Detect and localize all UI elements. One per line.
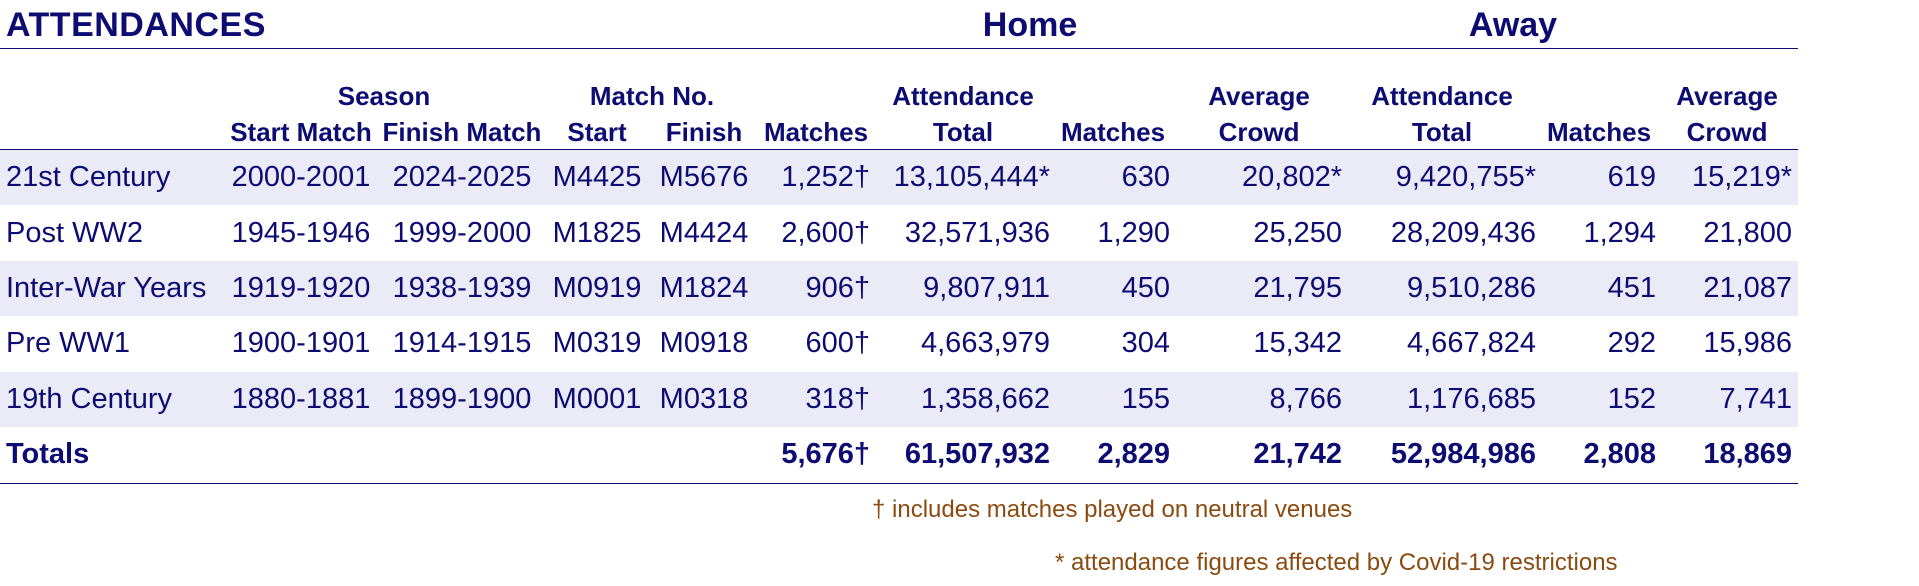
away-matches: 292	[1607, 327, 1657, 360]
away-matches: 451	[1542, 261, 1662, 316]
era-label: 21st Century	[0, 150, 226, 206]
table-row	[0, 316, 1798, 371]
header-away-total: Total	[1348, 113, 1542, 150]
total-attendance: 61,507,932	[876, 427, 1056, 484]
start-season: 1945-1946	[231, 216, 371, 249]
blank-cell	[382, 427, 548, 484]
finish-season: 1999-2000	[392, 216, 532, 249]
home-matches: 304	[1121, 327, 1171, 360]
home-matches: 630	[1056, 150, 1176, 206]
home-matches: 1,290	[1097, 216, 1171, 249]
header-away-matches: Matches	[1542, 113, 1662, 150]
match-finish: M0918	[659, 327, 749, 360]
finish-season: 2024-2025	[382, 150, 548, 206]
away-average: 7,741	[1662, 372, 1798, 427]
home-average: 8,766	[1176, 372, 1348, 427]
away-average: 15,219*	[1662, 150, 1798, 206]
table-row	[0, 372, 1798, 427]
neutral-venue-note: † includes matches played on neutral venues	[872, 496, 1353, 523]
blank-cell	[226, 427, 382, 484]
header-finish-match: Finish Match	[382, 113, 548, 150]
finish-season: 1914-1915	[392, 327, 532, 360]
title-divider	[0, 48, 1798, 49]
page-title: ATTENDANCES	[6, 6, 266, 44]
attendance-table	[0, 79, 1798, 484]
matches: 2,600†	[781, 216, 871, 249]
away-group-heading: Away	[1468, 6, 1558, 44]
start-season: 1900-1901	[231, 327, 371, 360]
header-row-2	[0, 113, 1798, 150]
match-finish: M1824	[652, 261, 762, 316]
total-home-matches: 2,829	[1056, 427, 1176, 484]
header-average: Average	[1208, 81, 1310, 111]
header-finish: Finish	[652, 113, 762, 150]
home-matches: 450	[1056, 261, 1176, 316]
away-average: 21,800	[1703, 216, 1793, 249]
header-blank	[762, 79, 876, 113]
away-attendance-total: 9,510,286	[1348, 261, 1542, 316]
attendance-total: 13,105,444*	[876, 150, 1056, 206]
header-crowd: Crowd	[1176, 113, 1348, 150]
total-away-average: 18,869	[1662, 427, 1798, 484]
header-away-crowd: Crowd	[1662, 113, 1798, 150]
away-attendance-total: 28,209,436	[1390, 216, 1537, 249]
home-matches: 155	[1056, 372, 1176, 427]
header-away-attendance: Attendance	[1371, 81, 1513, 111]
era-label: Pre WW1	[6, 327, 131, 360]
header-start: Start	[548, 113, 652, 150]
total-home-average: 21,742	[1176, 427, 1348, 484]
covid-note: * attendance figures affected by Covid-19 restrictions	[1055, 549, 1618, 576]
home-average: 25,250	[1253, 216, 1343, 249]
header-blank	[1056, 79, 1176, 113]
header-blank	[0, 113, 226, 150]
table-row	[0, 261, 1798, 316]
away-attendance-total: 1,176,685	[1348, 372, 1542, 427]
blank-cell	[652, 427, 762, 484]
home-average: 21,795	[1176, 261, 1348, 316]
matches: 600†	[805, 327, 871, 360]
away-attendance-total: 9,420,755*	[1348, 150, 1542, 206]
header-row-1	[0, 79, 1798, 113]
home-average: 15,342	[1253, 327, 1343, 360]
attendance-total: 9,807,911	[876, 261, 1056, 316]
finish-season: 1938-1939	[382, 261, 548, 316]
header-blank	[0, 79, 226, 113]
match-start: M0319	[552, 327, 642, 360]
header-away-average: Average	[1676, 81, 1778, 111]
header-season: Season	[337, 81, 431, 111]
start-season: 2000-2001	[226, 150, 382, 206]
start-season: 1919-1920	[226, 261, 382, 316]
total-matches: 5,676†	[762, 427, 876, 484]
blank-cell	[548, 427, 652, 484]
matches: 906†	[762, 261, 876, 316]
totals-label: Totals	[0, 427, 226, 484]
attendance-total: 1,358,662	[876, 372, 1056, 427]
match-start: M0919	[548, 261, 652, 316]
match-start: M4425	[548, 150, 652, 206]
era-label: 19th Century	[0, 372, 226, 427]
finish-season: 1899-1900	[382, 372, 548, 427]
total-away-matches: 2,808	[1542, 427, 1662, 484]
match-start: M1825	[552, 216, 642, 249]
era-label: Post WW2	[6, 216, 143, 249]
home-group-heading: Home	[982, 6, 1078, 44]
header-home-matches: Matches	[1056, 113, 1176, 150]
table-row	[0, 150, 1798, 206]
era-label: Inter-War Years	[0, 261, 226, 316]
header-attendance: Attendance	[892, 81, 1034, 111]
away-average: 21,087	[1662, 261, 1798, 316]
match-finish: M5676	[652, 150, 762, 206]
match-finish: M4424	[659, 216, 749, 249]
match-finish: M0318	[652, 372, 762, 427]
header-start-match: Start Match	[226, 113, 382, 150]
attendance-total: 32,571,936	[904, 216, 1051, 249]
totals-row	[0, 427, 1798, 484]
attendance-total: 4,663,979	[921, 327, 1051, 360]
away-matches: 619	[1542, 150, 1662, 206]
away-matches: 152	[1542, 372, 1662, 427]
away-average: 15,986	[1703, 327, 1793, 360]
header-match-no: Match No.	[589, 81, 715, 111]
header-matches: Matches	[762, 113, 876, 150]
away-matches: 1,294	[1583, 216, 1657, 249]
header-total: Total	[876, 113, 1056, 150]
header-blank	[1542, 79, 1662, 113]
match-start: M0001	[548, 372, 652, 427]
table-row	[0, 205, 1798, 260]
start-season: 1880-1881	[226, 372, 382, 427]
total-away-attendance: 52,984,986	[1348, 427, 1542, 484]
away-attendance-total: 4,667,824	[1407, 327, 1537, 360]
matches: 318†	[762, 372, 876, 427]
home-average: 20,802*	[1176, 150, 1348, 206]
matches: 1,252†	[762, 150, 876, 206]
